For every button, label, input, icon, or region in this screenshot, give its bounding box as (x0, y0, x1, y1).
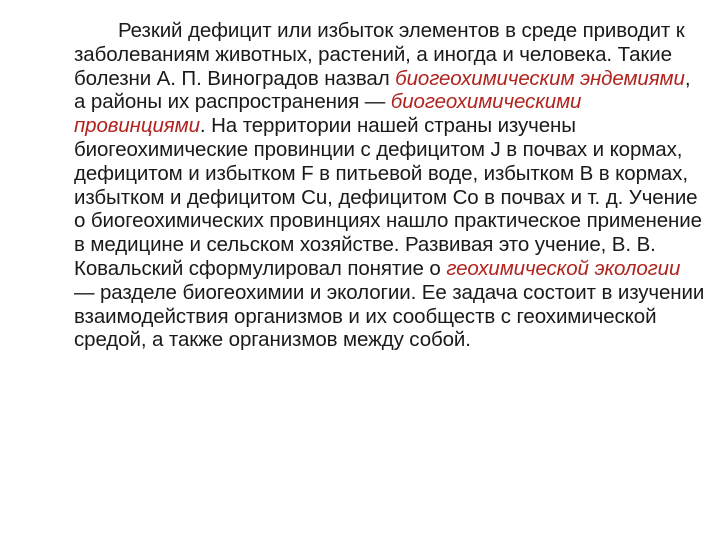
paragraph-text-part: , а районы их распространения — (74, 66, 691, 114)
highlighted-term: геохимической экологии (446, 256, 681, 280)
paragraph-text-part: Резкий дефицит или избыток элементов в среде приводит к заболеваниям животных, растений, а иногда и человека. Такие болезни А. П. Виноградов назвал (74, 19, 685, 90)
paragraph-text-part: . На территории нашей страны изучены биогеохимические провинции с дефицитом J в почвах и кормах, дефицитом и избытком F в питьевой воде, избытком В в кормах, избытком и дефицитом Cu, дефицитом Co в почвах и т. д. Учение о биогеохимических провинциях нашло практическое применение в медицине и сельском хозяйстве. Развивая это учение, В. В. Ковальский сформулировал понятие о (74, 114, 702, 280)
paragraph-text-part: — разделе биогеохимии и экологии. Ее задача состоит в изучении взаимодействия организмов и их сообществ с геохимической средой, а также организмов между собой. (74, 280, 705, 352)
highlighted-term: биогеохимическим эндемиями (395, 66, 685, 90)
body-paragraph (74, 19, 706, 352)
highlighted-term: биогеохимическими провинциями (74, 90, 582, 138)
